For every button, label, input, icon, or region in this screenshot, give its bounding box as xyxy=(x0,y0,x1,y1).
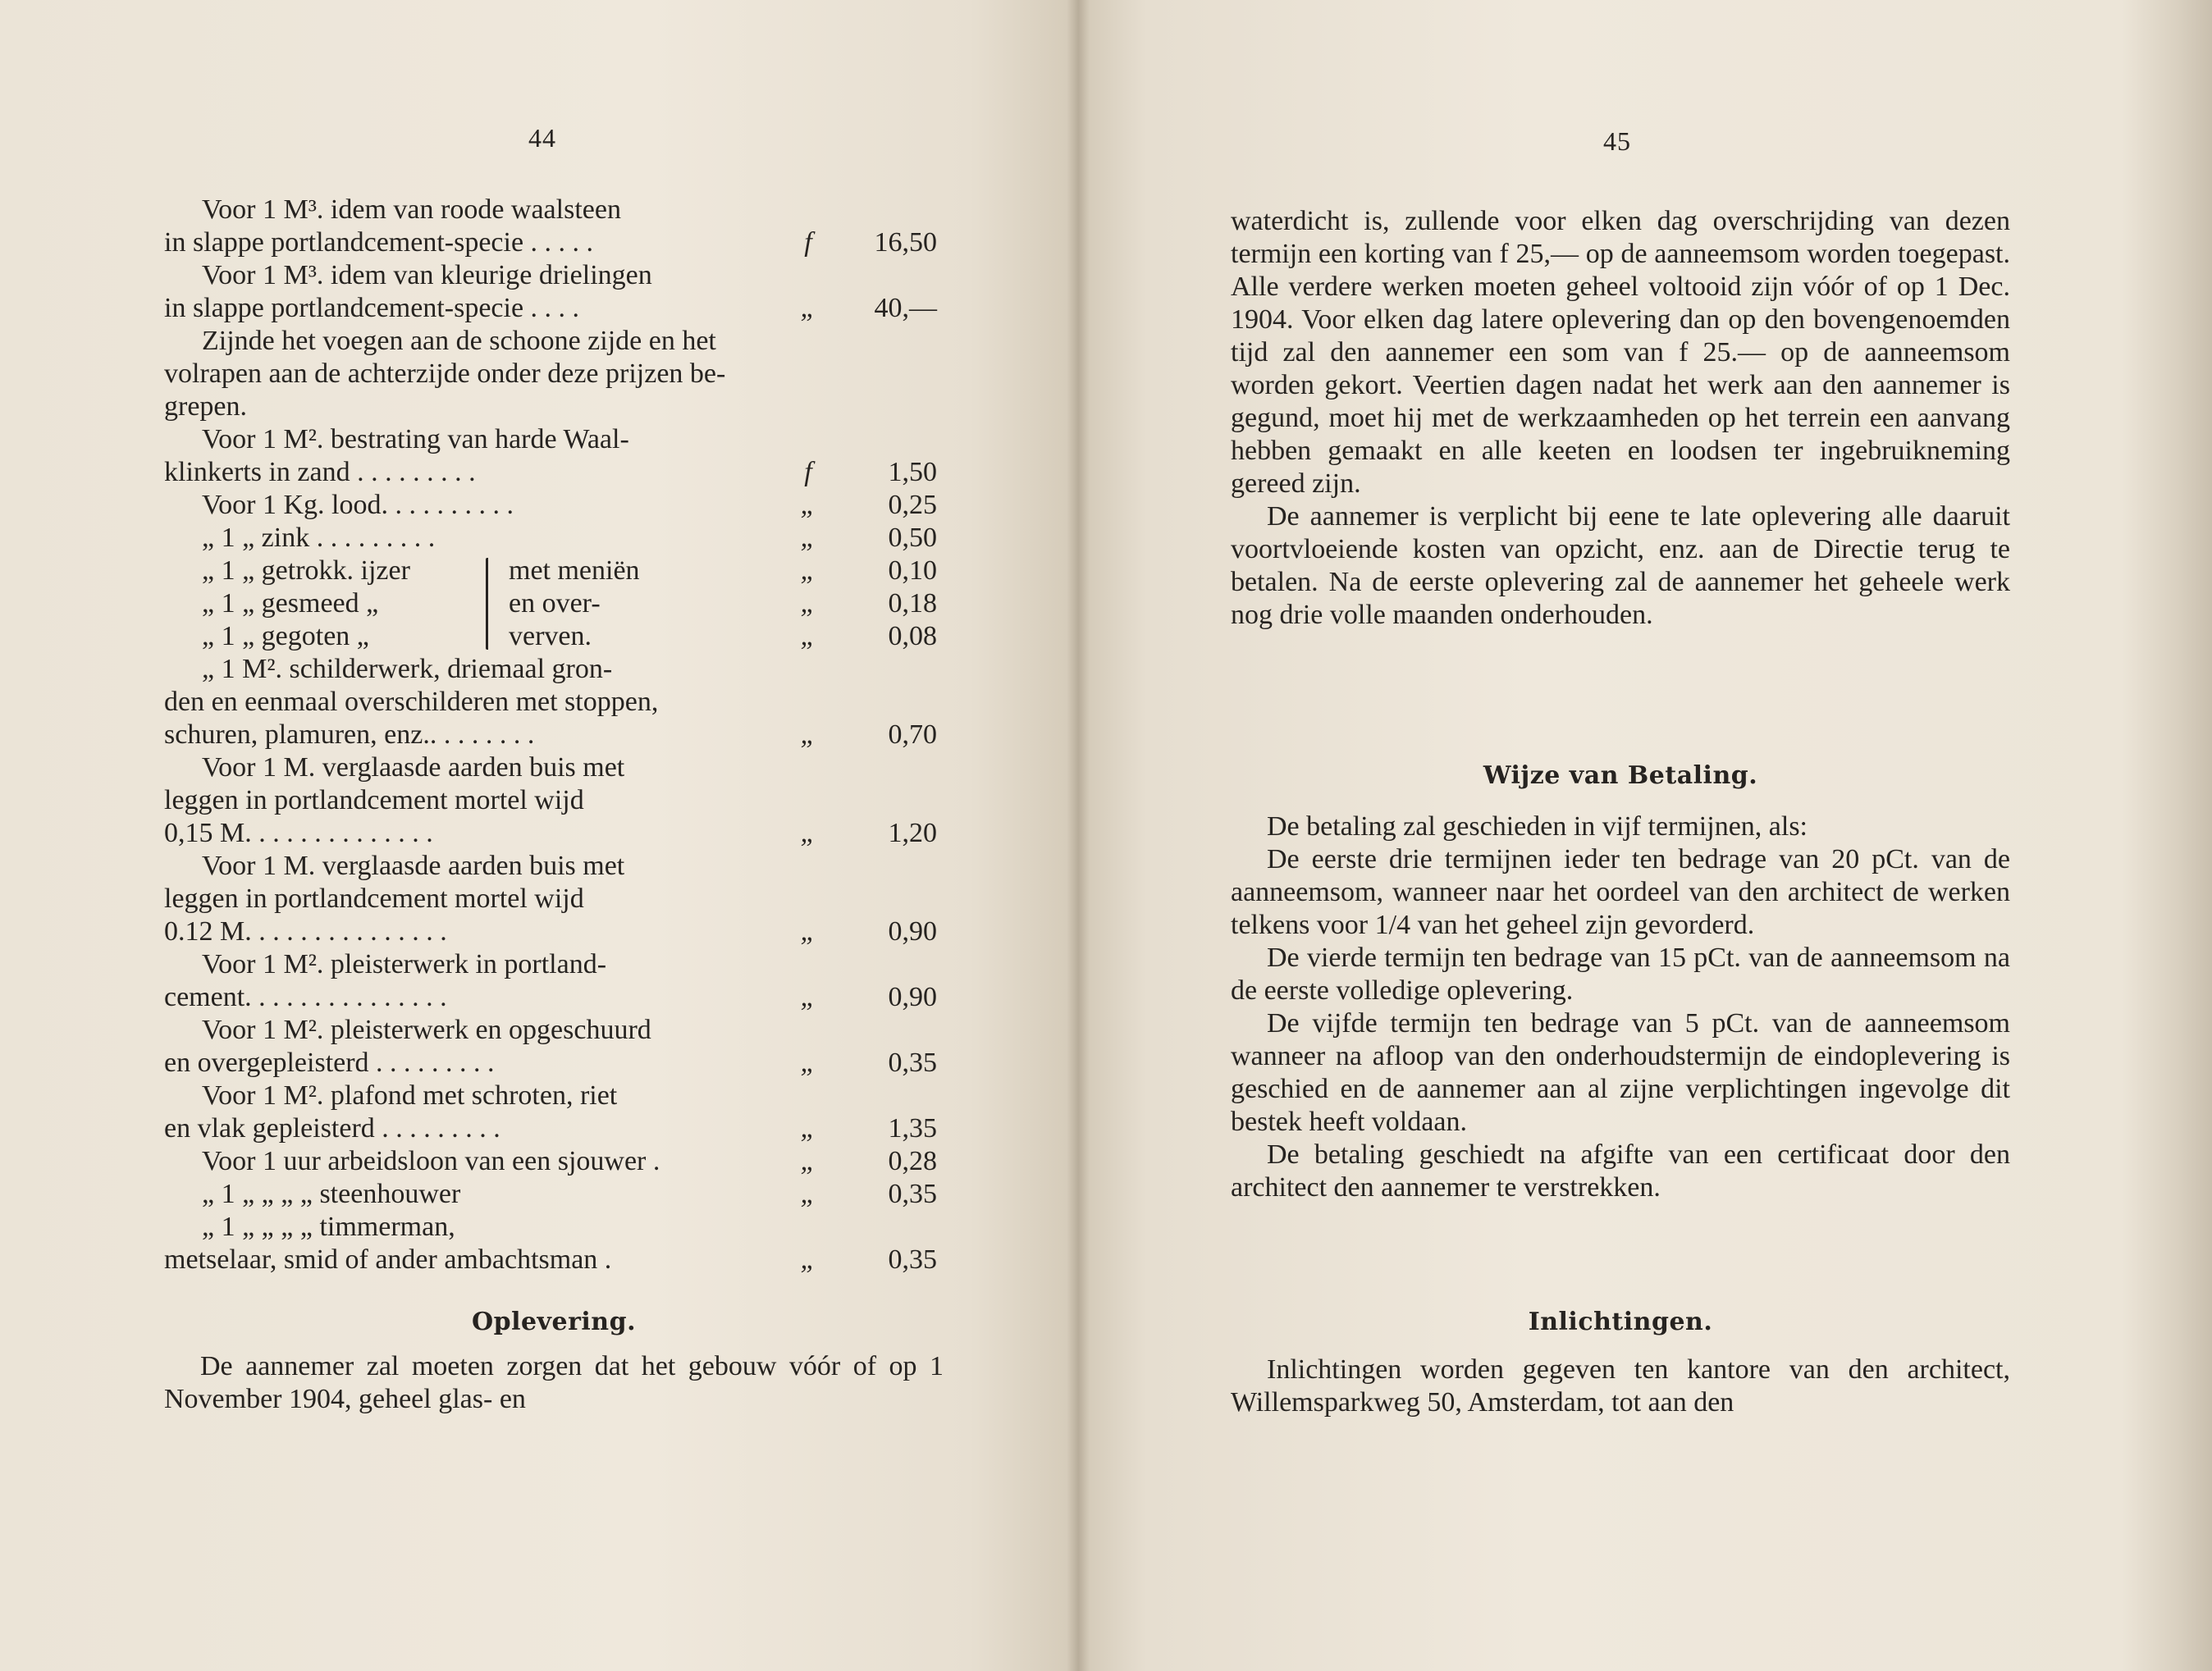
price-row-currency: „ xyxy=(800,916,816,947)
price-row-description: Voor 1 M². pleisterwerk in portland- xyxy=(202,949,607,979)
price-row xyxy=(164,555,944,587)
price-row-currency: „ xyxy=(800,588,816,619)
brace-line: verven. xyxy=(509,621,592,651)
price-row-currency: „ xyxy=(800,1146,816,1176)
price-row xyxy=(164,981,944,1014)
price-row-description: leggen in portlandcement mortel wijd xyxy=(164,785,584,815)
heading-inlichtingen: Inlichtingen. xyxy=(1528,1308,1713,1336)
price-row-description: leggen in portlandcement mortel wijd xyxy=(164,883,584,914)
price-row-currency: „ xyxy=(800,818,816,848)
page-number-left: 44 xyxy=(528,123,556,153)
price-row-description: Voor 1 M. verglaasde aarden buis met xyxy=(202,752,625,783)
price-row-description: klinkerts in zand . . . . . . . . . xyxy=(164,457,476,487)
price-row-description: 0,15 M. . . . . . . . . . . . . . xyxy=(164,818,433,848)
price-row-currency: „ xyxy=(800,523,816,553)
oplevering-paragraph xyxy=(164,1350,944,1416)
price-row-description: den en eenmaal overschilderen met stoppen, xyxy=(164,687,659,717)
price-row xyxy=(164,915,944,948)
price-row-currency: „ xyxy=(800,555,816,586)
price-row-value: 0,28 xyxy=(888,1146,937,1176)
price-row-value: 1,35 xyxy=(888,1113,937,1144)
price-row-currency: „ xyxy=(800,719,816,750)
price-row-description: Voor 1 M². plafond met schroten, riet xyxy=(202,1080,618,1111)
inlichtingen-text: Inlichtingen worden gegeven ten kantore van den architect, Willemsparkweg 50, Amsterdam, tot aan den xyxy=(1231,1354,2010,1418)
right-page xyxy=(1078,0,2212,1671)
price-row xyxy=(164,587,944,620)
betaling-block xyxy=(1231,810,2010,1204)
price-row xyxy=(164,390,944,423)
price-row-description: Voor 1 M. verglaasde aarden buis met xyxy=(202,851,625,881)
price-row xyxy=(164,1145,944,1178)
price-row-description: „ 1 „ zink . . . . . . . . . xyxy=(202,523,436,553)
betaling-3: De vierde termijn ten bedrage van 15 pCt. van de aanneemsom na de eerste volledige oplevering. xyxy=(1231,943,2010,1006)
betaling-1: De betaling zal geschieden in vijf termijnen, als: xyxy=(1267,811,1808,842)
price-row xyxy=(164,259,944,292)
price-row xyxy=(164,719,944,751)
price-row-value: 1,50 xyxy=(888,457,937,487)
left-page xyxy=(0,0,1078,1671)
price-row-description: en overgepleisterd . . . . . . . . . xyxy=(164,1048,495,1078)
price-row xyxy=(164,1112,944,1145)
price-row-description: volrapen aan de achterzijde onder deze prijzen be- xyxy=(164,358,726,389)
price-row xyxy=(164,325,944,358)
price-row xyxy=(164,1178,944,1211)
price-row xyxy=(164,817,944,850)
price-row-currency: „ xyxy=(800,1179,816,1209)
price-row-currency: „ xyxy=(800,490,816,520)
price-row-value: 0,70 xyxy=(888,719,937,750)
price-row xyxy=(164,751,944,784)
price-row-description: 0.12 M. . . . . . . . . . . . . . . xyxy=(164,916,447,947)
price-row-currency: „ xyxy=(800,621,816,651)
price-row xyxy=(164,194,944,226)
price-row xyxy=(164,456,944,489)
price-row-description: grepen. xyxy=(164,391,248,422)
price-row xyxy=(164,784,944,817)
price-row-value: 0,08 xyxy=(888,621,937,651)
price-row xyxy=(164,620,944,653)
price-row-description: en vlak gepleisterd . . . . . . . . . xyxy=(164,1113,500,1144)
right-body-top xyxy=(1231,205,2010,632)
price-row-description: metselaar, smid of ander ambachtsman . xyxy=(164,1244,612,1275)
price-row xyxy=(164,489,944,522)
price-row-description: Voor 1 Kg. lood. . . . . . . . . . xyxy=(202,490,514,520)
price-row xyxy=(164,1047,944,1080)
price-row-description: „ 1 „ getrokk. ijzer xyxy=(202,555,410,586)
oplevering-text: De aannemer zal moeten zorgen dat het gebouw vóór of op 1 November 1904, geheel glas- en xyxy=(164,1351,944,1414)
price-row-currency: „ xyxy=(800,1244,816,1275)
price-row xyxy=(164,226,944,259)
price-row xyxy=(164,1014,944,1047)
price-row-value: 0,18 xyxy=(888,588,937,619)
price-row-description: schuren, plamuren, enz.. . . . . . . . xyxy=(164,719,535,750)
paragraph-2: De aannemer is verplicht bij eene te late oplevering alle daaruit voortvloeiende kosten van opzicht, enz. aan de Directie terug te betalen. Na de eerste oplevering zal de aannemer het geheele werk nog drie volle maanden onderhouden. xyxy=(1231,501,2010,630)
page-number-right: 45 xyxy=(1603,126,1631,156)
price-row-description: Zijnde het voegen aan de schoone zijde en het xyxy=(202,326,716,356)
price-row-value: 0,25 xyxy=(888,490,937,520)
price-row xyxy=(164,423,944,456)
price-row xyxy=(164,883,944,915)
price-row-value: 16,50 xyxy=(874,227,937,258)
betaling-2: De eerste drie termijnen ieder ten bedrage van 20 pCt. van de aanneemsom, wanneer naar het oordeel van den architect de werken telkens voor 1/4 van het geheel zijn gevorderd. xyxy=(1231,844,2010,940)
price-row-value: 0,35 xyxy=(888,1048,937,1078)
price-row-currency: „ xyxy=(800,293,816,323)
price-row-value: 0,35 xyxy=(888,1179,937,1209)
brace-mark xyxy=(486,558,500,650)
price-row-description: in slappe portlandcement-specie . . . . . xyxy=(164,227,594,258)
price-row xyxy=(164,358,944,390)
price-row-currency: „ xyxy=(800,1048,816,1078)
price-row-description: Voor 1 M². bestrating van harde Waal- xyxy=(202,424,629,454)
price-row-description: „ 1 M². schilderwerk, driemaal gron- xyxy=(202,654,613,684)
price-row-description: Voor 1 uur arbeidsloon van een sjouwer . xyxy=(202,1146,660,1176)
price-row xyxy=(164,850,944,883)
price-row-description: in slappe portlandcement-specie . . . . xyxy=(164,293,580,323)
price-row-value: 0,50 xyxy=(888,523,937,553)
price-row-description: cement. . . . . . . . . . . . . . . xyxy=(164,982,447,1012)
price-row-currency: „ xyxy=(800,1113,816,1144)
paragraph-1: waterdicht is, zullende voor elken dag overschrijding van dezen termijn een korting van f 25,— op de aanneemsom worden toegepast. Alle verdere werken moeten geheel voltooid zijn vóór of op 1 Dec. 1904. Voor elken dag latere oplevering dan op den bovengenoemden tijd zal den aannemer een som van f 25.— op de aanneemsom worden gekort. Veertien dagen nadat het werk aan den aannemer is gegund, moet hij met de werkzaamheden op het terrein een aanvang hebben gemaakt en alle keeten en loodsen ter ingebruikneming gereed zijn. xyxy=(1231,206,2010,499)
price-row xyxy=(164,522,944,555)
price-row xyxy=(164,1244,944,1276)
price-row xyxy=(164,686,944,719)
price-row-value: 1,20 xyxy=(888,818,937,848)
brace-line: met meniën xyxy=(509,555,640,586)
price-row-description: „ 1 „ gesmeed „ xyxy=(202,588,379,619)
heading-betaling: Wijze van Betaling. xyxy=(1483,761,1758,790)
price-row xyxy=(164,292,944,325)
book-gutter xyxy=(1067,0,1090,1671)
price-row-description: Voor 1 M³. idem van roode waalsteen xyxy=(202,194,621,225)
price-row-currency: f xyxy=(804,227,812,258)
price-row-currency: „ xyxy=(800,982,816,1012)
price-row-value: 0,90 xyxy=(888,982,937,1012)
price-row-description: Voor 1 M³. idem van kleurige drielingen xyxy=(202,260,652,290)
price-row-description: Voor 1 M². pleisterwerk en opgeschuurd xyxy=(202,1015,651,1045)
inlichtingen-block xyxy=(1231,1354,2010,1419)
betaling-5: De betaling geschiedt na afgifte van een certificaat door den architect den aannemer te verstrekken. xyxy=(1231,1139,2010,1203)
price-row xyxy=(164,1080,944,1112)
price-row-value: 40,— xyxy=(874,293,937,323)
price-row-value: 0,90 xyxy=(888,916,937,947)
price-row xyxy=(164,653,944,686)
price-row xyxy=(164,948,944,981)
price-row xyxy=(164,1211,944,1244)
betaling-4: De vijfde termijn ten bedrage van 5 pCt. van de aanneemsom wanneer na afloop van den onderhoudstermijn de eindoplevering is geschied en de aannemer aan al zijne verplichtingen ingevolge dit bestek heeft voldaan. xyxy=(1231,1008,2010,1137)
price-row-value: 0,10 xyxy=(888,555,937,586)
price-row-description: „ 1 „ „ „ „ timmerman, xyxy=(202,1212,455,1242)
price-row-currency: f xyxy=(804,457,812,487)
price-row-description: „ 1 „ „ „ „ steenhouwer xyxy=(202,1179,461,1209)
price-row-description: „ 1 „ gegoten „ xyxy=(202,621,369,651)
price-row-value: 0,35 xyxy=(888,1244,937,1275)
heading-oplevering: Oplevering. xyxy=(471,1308,637,1336)
brace-line: en over- xyxy=(509,588,601,619)
price-list xyxy=(164,194,944,1276)
